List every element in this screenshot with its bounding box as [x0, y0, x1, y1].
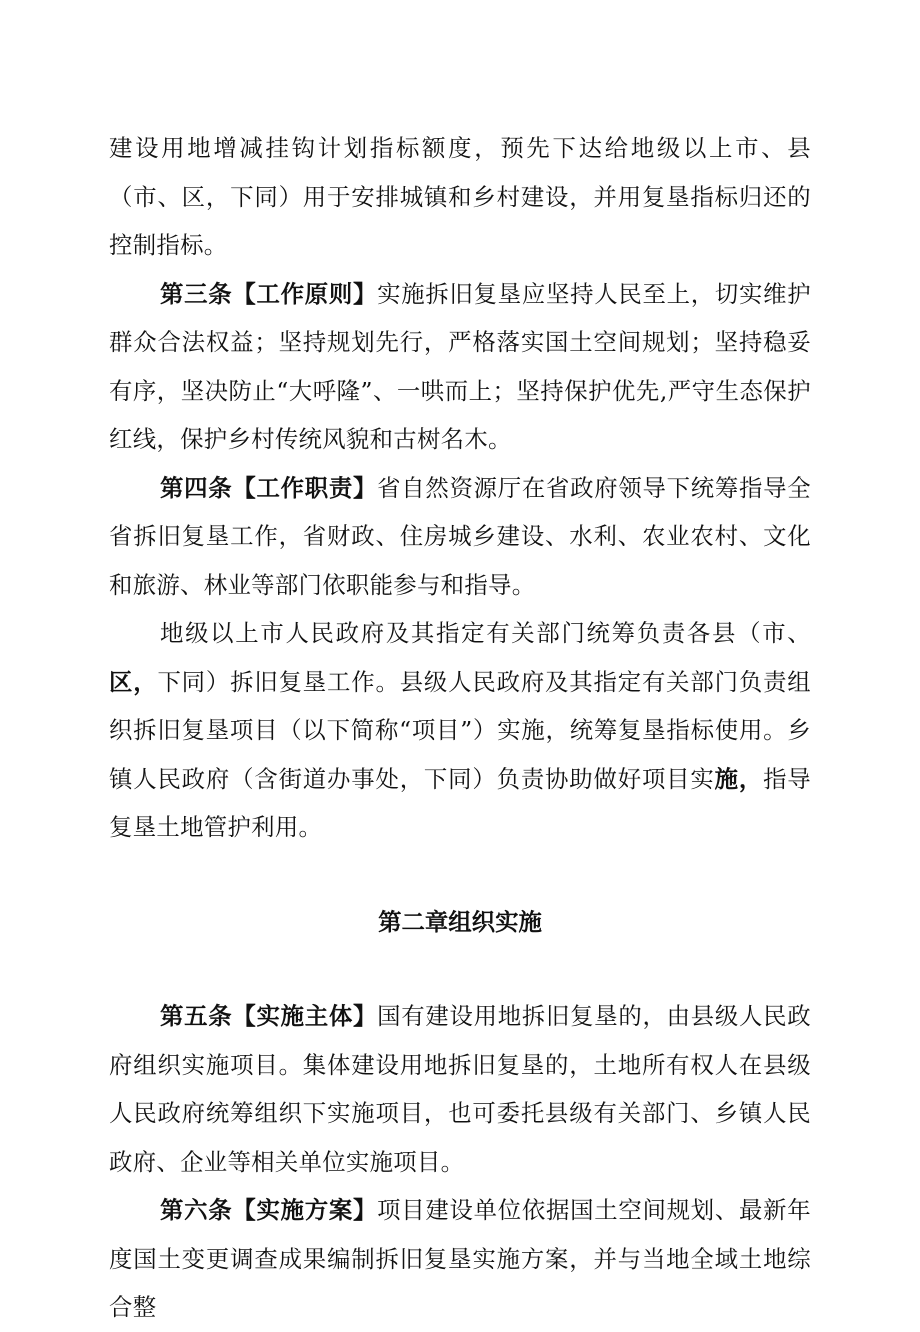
- article-5-label: 第五条【实施主体】: [160, 1002, 378, 1030]
- chapter-title: 第二章组织实施: [378, 907, 542, 936]
- local-text-1: 地级以上市人民政府及其指定有关部门统筹负责各县（市、: [160, 619, 811, 647]
- spacer: [109, 852, 811, 898]
- local-bold-2: 施，: [714, 764, 764, 793]
- local-bold-1: 区，: [109, 667, 158, 696]
- document-body: [109, 124, 811, 1332]
- article-3-label: 第三条【工作原则】: [160, 279, 378, 308]
- article-6-text: 项目建设单位依据国土空间规划、最新年度国土变更调查成果编制拆旧复垦实施方案，并与当地全域土地综合整: [109, 1196, 812, 1321]
- spacer: [109, 946, 811, 992]
- article-4: [109, 464, 811, 610]
- article-4-label: 第四条【工作职责】: [160, 473, 378, 502]
- article-5-text: 国有建设用地拆旧复垦的，由县级人民政府组织实施项目。集体建设用地拆旧复垦的，土地所有权人在县级人民政府统筹组织下实施项目，也可委托县级有关部门、乡镇人民政府、企业等相关单位实施项目。: [109, 1002, 812, 1176]
- article-6: [109, 1186, 811, 1332]
- paragraph-continuation: 建设用地增减挂钩计划指标额度，预先下达给地级以上市、县（市、区，下同）用于安排城镇和乡村建设，并用复垦指标归还的控制指标。: [109, 134, 811, 259]
- paragraph-local-government: [109, 609, 811, 852]
- local-text-3: 指导复垦土地管护利用。: [109, 764, 811, 841]
- article-6-label: 第六条【实施方案】: [160, 1196, 378, 1224]
- local-text-2: 下同）拆旧复垦工作。县级人民政府及其指定有关部门负责组织拆旧复垦项目（以下简称“项目”）实施，统筹复垦指标使用。乡镇人民政府（含街道办事处，下同）负责协助做好项目实: [109, 667, 811, 793]
- article-4-text: 省自然资源厅在省政府领导下统筹指导全省拆旧复垦工作，省财政、住房城乡建设、水利、农业农村、文化和旅游、林业等部门依职能参与和指导。: [109, 473, 812, 599]
- article-5: [109, 992, 811, 1186]
- article-3-text: 实施拆旧复垦应坚持人民至上，切实维护群众合法权益；坚持规划先行，严格落实国土空间规划；坚持稳妥有序，坚决防止“大呼隆”、一哄而上；坚持保护优先,严守生态保护红线，保护乡村传统风貌和古树名木。: [109, 279, 812, 453]
- article-3: [109, 270, 811, 464]
